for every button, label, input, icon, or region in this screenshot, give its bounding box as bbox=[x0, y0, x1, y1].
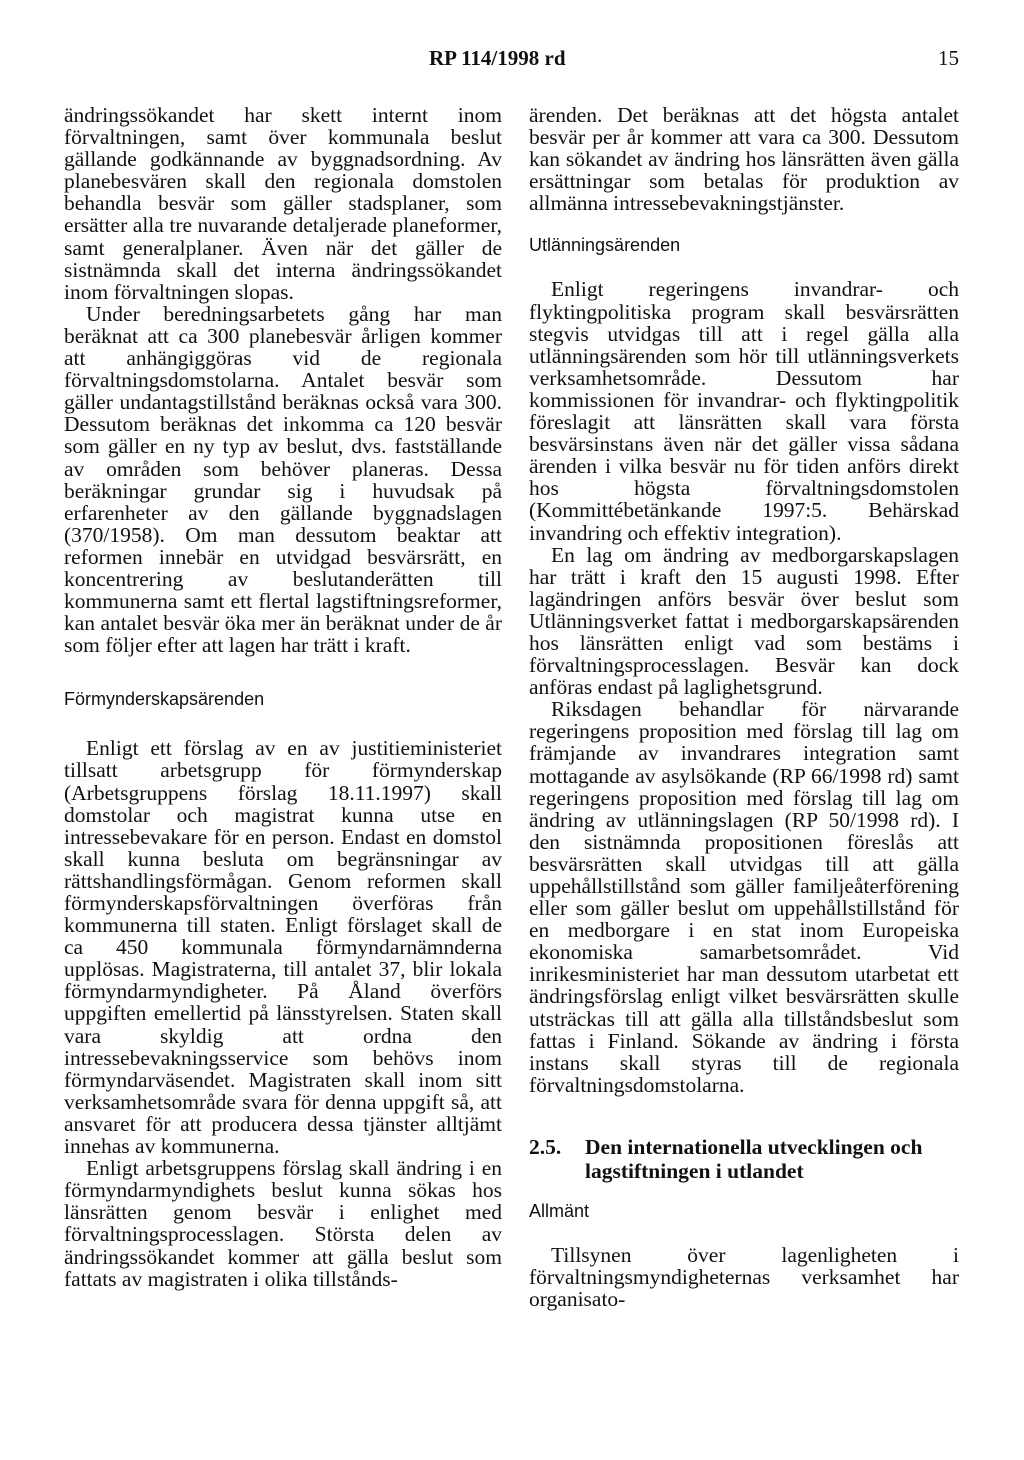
left-paragraph-2: Under beredningsarbetets gång har man beräknat att ca 300 planebesvär årligen kommer att anhängiggöras vid de regionala förvaltningsdomstolarna. Antalet besvär som gäller undantagstillstånd beräknas också vara 300. Dessutom beräknas det inkomma ca 120 besvär som gäller en ny typ av beslut, dvs. fastställande av områden som behöver planeras. Dessa beräkningar grundar sig i huvudsak på erfarenheter av den gällande byggnadslagen (370/1958). Om man dessutom beaktar att reformen innebär en utvidgad besvärsrätt, en koncentrering av beslutanderätten till kommunerna samt ett flertal lagstiftningsreformer, kan antalet besvär öka mer än beräknat under de år som följer efter att lagen har trätt i kraft. bbox=[64, 301, 502, 658]
section-number: 2.5. bbox=[529, 1134, 562, 1159]
heading-formynderskap: Förmynderskapsärenden bbox=[64, 689, 265, 710]
right-paragraph-3: En lag om ändring av medborgarskapslagen har trätt i kraft den 15 augusti 1998. Efter lagändringen anförs besvär över beslut som Utlänningsverket fattat i medborgarskapsärenden hos länsrätten enligt vad som bestäms i förvaltningsprocesslagen. Besvär kan dock anföras endast på laglighetsgrund. bbox=[529, 542, 959, 700]
right-paragraph-2: Enligt regeringens invandrar- och flyktingpolitiska program skall besvärsrätten stegvis utvidgas till att i regel gälla alla utlänningsärenden som hör till utlänningsverkets verksamhetsområde. Dessutom har kommissionen för invandrar- och flyktingpolitik föreslagit att länsrätten skall vara första besvärsinstans även när det gäller vissa sådana ärenden i vilka besvär nu för tiden anförs direkt hos högsta förvaltningsdomstolen (Kommittébetänkande 1997:5. Behärskad invandring och effektiv integration). bbox=[529, 277, 959, 545]
left-paragraph-4: Enligt arbetsgruppens förslag skall ändring i en förmyndarmyndighets beslut kunna sökas hos länsrätten genom besvär i enlighet med förvaltningsprocesslagen. Största delen av ändringssökandet kommer att gälla beslut som fattats av magistraten i olika tillstånds- bbox=[64, 1156, 502, 1291]
left-paragraph-1: ändringssökandet har skett internt inom förvaltningen, samt över kommunala beslut gällande godkännande av byggnadsordning. Av planebesvären skall den regionala domstolen behandla besvär som gäller stadsplaner, som ersätter alla tre nuvarande detaljerade planeformer, samt generalplaner. Även när det gäller de sistnämnda skall det interna ändringssökandet inom förvaltningen slopas. bbox=[64, 103, 502, 304]
section-title: Den internationella utvecklingen och lagstiftningen i utlandet bbox=[585, 1134, 923, 1183]
section-heading-2-5 bbox=[529, 1135, 959, 1183]
left-column bbox=[64, 104, 502, 1290]
right-paragraph-4: Riksdagen behandlar för närvarande regeringens proposition med förslag till lag om främjande av invandrares integration samt mottagande av asylsökande (RP 66/1998 rd) samt regeringens proposition med förslag till lag om ändring av utlänningslagen (RP 50/1998 rd). I den sistnämnda propositionen föreslås att besvärsrätten skall utvidgas till att gälla uppehållstillstånd som gäller familjeåterförening eller som gäller beslut om uppehållstillstånd för en medborgare i en stat inom Europeiska ekonomiska samarbetsområdet. Vid inrikesministeriet har man dessutom utarbetat ett ändringsförslag enligt vilket besvärsrätten skulle utsträckas till att gälla alla tillståndsbeslut som fattas i Finland. Sökande av ändring i första instans skall styras till de regionala förvaltningsdomstolarna. bbox=[529, 697, 959, 1097]
right-paragraph-5: Tillsynen över lagenligheten i förvaltningsmyndigheternas verksamhet har organisato- bbox=[529, 1242, 959, 1312]
document-reference: RP 114/1998 rd bbox=[429, 46, 566, 70]
page-number: 15 bbox=[938, 46, 959, 70]
page-header bbox=[0, 46, 1024, 76]
right-paragraph-1: ärenden. Det beräknas att det högsta antalet besvär per år kommer att vara ca 300. Dessutom kan sökandet av ändring hos länsrätten även gälla ersättningar som betalas för produktion av allmänna intressebevakningstjänster. bbox=[529, 103, 959, 216]
right-column bbox=[529, 104, 959, 1310]
heading-utlanningsarenden: Utlänningsärenden bbox=[529, 235, 681, 256]
subheading-allmant: Allmänt bbox=[529, 1200, 590, 1221]
left-paragraph-3: Enligt ett förslag av en av justitieministeriet tillsatt arbetsgrupp för förmynderskap (Arbetsgruppens förslag 18.11.1997) skall domstolar och magistrat kunna utse en intressebevakare för en person. Endast en domstol skall kunna besluta om begränsningar av rättshandlingsförmågan. Genom reformen skall förmynderskapsförvaltningen överföras från kommunerna till staten. Enligt förslaget skall de ca 450 kommunala förmyndarnämnderna upplösas. Magistraterna, till antalet 37, blir lokala förmyndarmyndigheter. På Åland överförs uppgiften emellertid på länsstyrelsen. Staten skall vara skyldig att ordna den intressebevakningsservice som behövs inom förmyndarväsendet. Magistraten skall inom sitt verksamhetsområde svara för denna uppgift så, att ansvaret för att producera dessa tjänster alltjämt innehas av kommunerna. bbox=[64, 736, 502, 1159]
